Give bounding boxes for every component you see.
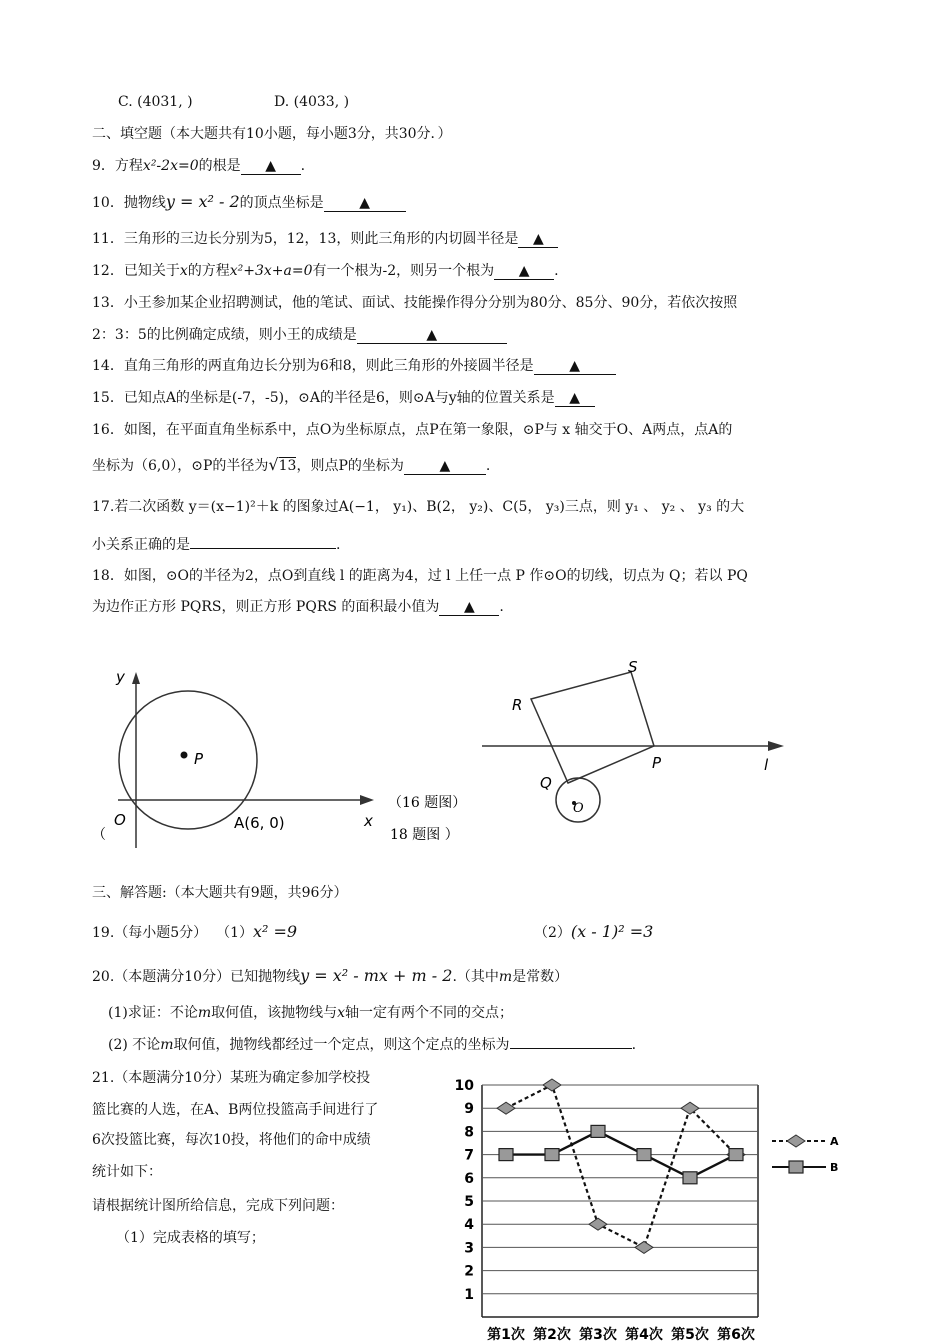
q20-pre: 20.（本题满分10分）已知抛物线 <box>92 969 301 985</box>
q18-answer-blank: ▲ <box>439 599 499 616</box>
q9-post: 的根是 <box>198 158 241 174</box>
q20-1-x: x <box>337 1005 346 1021</box>
q20-2-post: 取何值，抛物线都经过一个定点，则这个定点的坐标为 <box>173 1037 510 1053</box>
q14-answer-blank: ▲ <box>534 358 616 375</box>
q19-part1-label: （1） <box>216 925 253 941</box>
option-d: D. (4033, ) <box>274 94 350 110</box>
question-16-line1: 16．如图，在平面直角坐标系中，点O为坐标原点，点P在第一象限，⊙P与 x 轴交于O、A两点，点A的 <box>92 422 733 438</box>
q20-1-mid: 取何值，该抛物线与 <box>211 1005 338 1021</box>
q20-2-answer-blank <box>510 1048 632 1049</box>
question-12 <box>92 261 559 281</box>
question-19 <box>92 922 297 943</box>
question-21-line3: 6次投篮比赛，每次10投，将他们的命中成绩 <box>92 1132 371 1148</box>
q15-answer-blank: ▲ <box>555 390 595 407</box>
question-18-line1: 18．如图，⊙O的半径为2，点O到直线 l 的距离为4，过 l 上任一点 P 作⊙O的切线，切点为 Q；若以 PQ <box>92 568 748 584</box>
y-tick-label: 10 <box>454 1078 474 1094</box>
series-B-point <box>545 1149 559 1161</box>
q20-2-pre: (2) 不论 <box>108 1037 161 1053</box>
q20-end: 是常数） <box>512 969 569 985</box>
q9-pre: 9．方程 <box>92 158 143 174</box>
x-tick-label: 第4次 <box>625 1327 663 1343</box>
q19-pre: 19.（每小题5分） <box>92 925 208 941</box>
q20-1-post: 轴一定有两个不同的交点； <box>345 1005 514 1021</box>
series-B-point <box>683 1172 697 1184</box>
legend-A-label: A <box>830 1135 839 1148</box>
q17-end: . <box>336 537 341 553</box>
legend-B-label: B <box>830 1161 839 1174</box>
question-9 <box>92 156 305 176</box>
fig18-caption: 18 题图 ） <box>390 827 459 843</box>
question-21-line2: 篮比赛的人选，在A、B两位投篮高手间进行了 <box>92 1102 379 1118</box>
q14-text: 14．直角三角形的两直角边长分别为6和8，则此三角形的外接圆半径是 <box>92 358 534 374</box>
q11-text: 11．三角形的三边长分别为5，12，13，则此三角形的内切圆半径是 <box>92 231 519 247</box>
fig16-caption: （16 题图） <box>388 795 467 811</box>
x-tick-label: 第3次 <box>579 1327 617 1343</box>
question-20-part1 <box>108 1003 513 1023</box>
p-label: P <box>194 750 204 768</box>
q16-answer-blank: ▲ <box>404 458 486 475</box>
circle-p <box>119 691 257 829</box>
y-tick-label: 4 <box>464 1217 474 1234</box>
question-21-line4: 统计如下： <box>92 1164 162 1180</box>
question-21-line6: （1）完成表格的填写； <box>116 1230 265 1246</box>
q15-text: 15．已知点A的坐标是(-7，-5)，⊙A的半径是6，则⊙A与y轴的位置关系是 <box>92 390 555 406</box>
q10-pre: 10．抛物线 <box>92 195 166 211</box>
o-label: O <box>573 801 584 816</box>
q20-1-m: m <box>197 1005 212 1021</box>
question-14 <box>92 356 616 376</box>
line-l-arrow <box>768 741 784 751</box>
series-B-point <box>637 1149 651 1161</box>
question-20 <box>92 966 568 987</box>
q12-equation: x²+3x+a=0 <box>229 263 313 279</box>
s-label: S <box>628 658 638 676</box>
q20-1-pre: (1)求证：不论 <box>108 1005 198 1021</box>
series-B-point <box>499 1149 513 1161</box>
x-tick-label: 第6次 <box>717 1327 755 1343</box>
score-line-chart <box>440 1075 840 1344</box>
q13-text: 2：3：5的比例确定成绩，则小王的成绩是 <box>92 327 357 343</box>
q20-equation: y = x² - mx + m - 2 <box>300 966 453 985</box>
point-a-label: A(6, 0) <box>234 814 285 832</box>
series-B-point <box>591 1125 605 1137</box>
legend-A-marker <box>787 1135 805 1147</box>
question-17-line2 <box>92 535 340 555</box>
section-2-heading: 二、填空题（本大题共有10小题，每小题3分，共30分．） <box>92 126 452 142</box>
q9-equation: x²-2x=0 <box>142 158 199 174</box>
q20-post: .（其中 <box>452 969 499 985</box>
q12-answer-blank: ▲ <box>494 263 554 280</box>
x-tick-label: 第1次 <box>487 1327 525 1343</box>
y-tick-label: 3 <box>464 1240 474 1257</box>
q-label: Q <box>540 774 552 792</box>
r-label: R <box>512 696 523 714</box>
q10-answer-blank: ▲ <box>324 195 406 212</box>
q12-mid: 的方程 <box>187 263 230 279</box>
q18-text: 为边作正方形 PQRS，则正方形 PQRS 的面积最小值为 <box>92 599 440 615</box>
question-19-part2 <box>534 922 653 943</box>
y-tick-label: 9 <box>464 1101 474 1118</box>
series-B-point <box>729 1149 743 1161</box>
y-tick-label: 8 <box>464 1124 474 1141</box>
q12-pre: 12．已知关于 <box>92 263 180 279</box>
q16-post: ，则点P的坐标为 <box>296 458 404 474</box>
section-3-heading: 三、解答题:（本大题共有9题，共96分） <box>92 885 348 901</box>
q16-radicand: 13 <box>278 458 297 474</box>
q11-answer-blank: ▲ <box>518 231 558 248</box>
y-tick-label: 5 <box>464 1194 474 1210</box>
q12-var: x <box>179 263 188 279</box>
question-15 <box>92 388 595 408</box>
square-pqrs <box>531 672 654 783</box>
q20-2-end: . <box>631 1037 637 1053</box>
question-21-line1: 21.（本题满分10分）某班为确定参加学校投 <box>92 1070 371 1086</box>
l-label: l <box>764 756 769 774</box>
fig16-caption-open: （ <box>92 827 106 843</box>
q10-equation: y = x² - 2 <box>165 192 240 211</box>
y-axis-arrow <box>132 672 140 684</box>
y-tick-label: 6 <box>464 1170 474 1187</box>
q20-2-m: m <box>160 1037 174 1053</box>
series-A-line <box>506 1085 736 1247</box>
q17-text: 小关系正确的是 <box>92 537 190 553</box>
figure-16 <box>92 650 472 860</box>
figure-18 <box>470 650 800 840</box>
x-label: x <box>364 812 373 830</box>
question-10 <box>92 192 406 213</box>
series-A-point <box>681 1102 699 1114</box>
y-tick-label: 7 <box>464 1147 474 1164</box>
q19-eq2: (x - 1)² =3 <box>570 922 654 941</box>
question-13-line1: 13．小王参加某企业招聘测试，他的笔试、面试、技能操作得分分别为80分、85分、90分，若依次按照 <box>92 295 738 311</box>
legend-B-marker <box>789 1161 803 1173</box>
y-tick-label: 2 <box>464 1263 474 1280</box>
y-label: y <box>116 668 125 686</box>
question-13-line2 <box>92 325 507 345</box>
q9-end: . <box>300 158 306 174</box>
q19-eq1: x² =9 <box>253 922 298 941</box>
series-A-point <box>635 1241 653 1253</box>
question-11 <box>92 229 558 249</box>
q13-answer-blank: ▲ <box>357 327 507 344</box>
q12-end: . <box>554 263 559 279</box>
q17-answer-blank <box>190 548 336 549</box>
q9-answer-blank: ▲ <box>241 158 301 175</box>
point-p <box>181 752 188 759</box>
question-17-line1: 17.若二次函数 y＝(x−1)²＋k 的图象过A(−1， y₁)、B(2， y₂)、C(5， y₃)三点，则 y₁ 、 y₂ 、 y₃ 的大 <box>92 499 745 515</box>
x-axis-arrow <box>360 795 374 805</box>
sqrt-symbol: √ <box>268 455 279 474</box>
p-label: P <box>652 754 662 772</box>
question-21-line5: 请根据统计图所给信息，完成下列问题： <box>92 1198 344 1214</box>
question-20-part2 <box>108 1035 636 1055</box>
option-c: C. (4031, ) <box>118 94 193 110</box>
q12-post: 有一个根为-2，则另一个根为 <box>312 263 495 279</box>
q16-pre: 坐标为（6,0），⊙P的半径为 <box>92 458 269 474</box>
question-16-line2 <box>92 455 490 476</box>
q20-m: m <box>498 969 513 985</box>
x-tick-label: 第2次 <box>533 1327 571 1343</box>
y-tick-label: 1 <box>464 1286 474 1303</box>
q18-end: . <box>499 599 504 615</box>
x-tick-label: 第5次 <box>671 1327 709 1343</box>
q16-end: . <box>485 458 491 474</box>
question-18-line2 <box>92 597 504 617</box>
origin-label: O <box>114 811 126 829</box>
q10-post: 的顶点坐标是 <box>239 195 324 211</box>
q19-part2-label: （2） <box>534 925 571 941</box>
